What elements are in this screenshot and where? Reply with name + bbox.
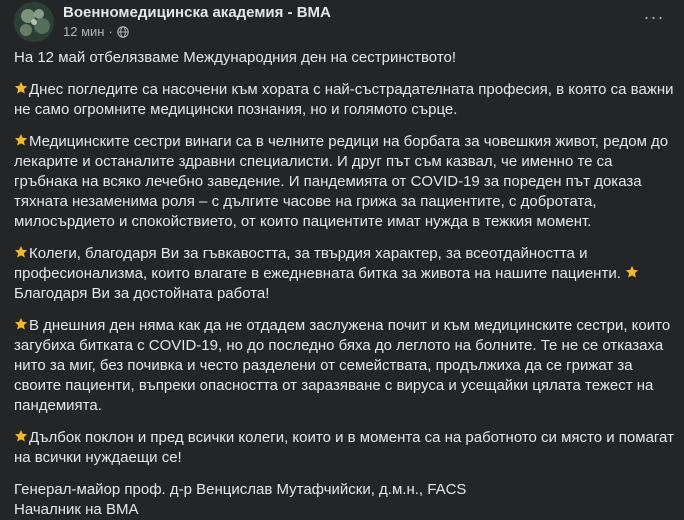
post-paragraph-3 xyxy=(14,244,674,304)
star-emoji-icon xyxy=(14,81,28,95)
page-name-link[interactable]: Военномедицинска академия - ВМА xyxy=(63,4,331,21)
signature-line-2: Началник на ВМА xyxy=(14,501,139,518)
post-paragraph-5 xyxy=(14,428,674,468)
paragraph-2-text: Медицинските сестри винаги са в челните редици на борбата за човешкия живот, редом до лекарите и останалите здравни специалисти. И друг път съм казвал, че именно те са гръбнака на всяко лечебно заведение. И пандемията от COVID-19 за пореден път доказа тяхната незаменима роля – с дългите часове на грижа за пациентите, с добротата, милосърдието и спокойствието, от които пациентите имат нужда в тежкия момент. xyxy=(14,133,669,230)
post-paragraph-4 xyxy=(14,316,674,416)
paragraph-3-text: Колеги, благодаря Ви за гъвкавостта, за твърдия характер, за всеотдайността и професионализма, които влагате в ежедневната битка за живота на нашите пациенти. xyxy=(14,245,621,282)
post-meta xyxy=(63,24,129,39)
star-emoji-icon xyxy=(14,317,28,331)
paragraph-3-end-text: Благодаря Ви за достойната работа! xyxy=(14,285,270,302)
paragraph-4-text: В днешния ден няма как да не отдадем заслужена почит и към медицинските сестри, които загубиха битката с COVID-19, но до последно бяха до леглото на болните. Те не се отказаха нито за миг, без почивка и често разделени от семействата, продължиха да се грижат за своите пациенти, въпреки опасността от заразяване с вируса и усещайки цялата тежест на пандемията. xyxy=(14,317,671,414)
post-timestamp[interactable]: 12 мин xyxy=(63,24,105,39)
globe-icon xyxy=(117,26,129,38)
star-emoji-icon xyxy=(625,265,639,279)
signature-line-1: Генерал-майор проф. д-р Венцислав Мутафчийски, д.м.н., FACS xyxy=(14,481,467,498)
paragraph-1-text: Днес погледите са насочени към хората с най-състрадателната професия, в която са важни не само огромните медицински познания, но и голямото сърце. xyxy=(14,81,674,118)
paragraph-5-text: Дълбок поклон и пред всички колеги, които и в момента са на работното си място и помагат на всички нуждаещи се! xyxy=(14,429,674,466)
post-signature xyxy=(14,480,674,520)
post-intro: На 12 май отбелязваме Международния ден на сестринството! xyxy=(14,49,457,66)
post-body xyxy=(14,48,674,520)
post-paragraph-1 xyxy=(14,80,674,120)
page-avatar[interactable] xyxy=(14,2,54,42)
star-emoji-icon xyxy=(14,133,28,147)
post-header xyxy=(14,2,674,46)
post-paragraph-2 xyxy=(14,132,674,232)
meta-separator: · xyxy=(108,24,113,39)
more-options-button[interactable]: ··· xyxy=(643,7,665,27)
star-emoji-icon xyxy=(14,245,28,259)
star-emoji-icon xyxy=(14,429,28,443)
